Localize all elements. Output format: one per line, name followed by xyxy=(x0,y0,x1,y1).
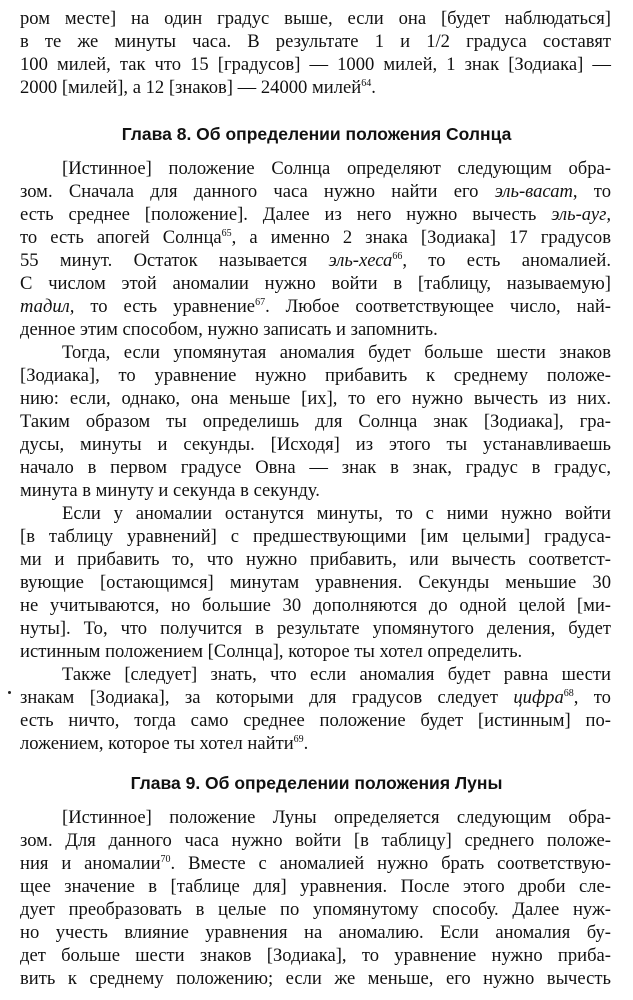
text-line: Если у аномалии останутся минуты, то с ними нужно войти xyxy=(62,503,611,524)
text-line: С числом этой аномалии нужно войти в [таблицу, называемую] xyxy=(20,273,611,294)
text-line: есть ничто, тогда само среднее положение будет [истинным] по- xyxy=(20,710,611,731)
footnote-ref: 64 xyxy=(361,78,372,89)
text-line: зом. Сначала для данного часа нужно найти его эль-васат, то xyxy=(20,181,611,202)
text-line: [Зодиака], то уравнение нужно прибавить к среднему положе- xyxy=(20,365,611,386)
text-line: ми и прибавить то, что нужно прибавить, или вычесть соответст- xyxy=(20,549,611,570)
text-line: ния и аномалии$^{70}$. Вместе с аномалией нужно брать соответствую- xyxy=(20,853,611,874)
text-line: истинным положением [Солнца], которое ты хотел определить. xyxy=(20,641,523,662)
print-speck xyxy=(8,691,11,694)
text-line: начало в первом градусе Овна — знак в знак, градус в градус, xyxy=(20,457,611,478)
text-line: то есть апогей Солнца$^{65}$, а именно 2 знака [Зодиака] 17 градусов xyxy=(20,227,611,248)
chapter-9-title: Глава 9. Об определении положения Луны xyxy=(130,773,503,793)
text-line: денное этим способом, нужно записать и запомнить. xyxy=(20,319,438,340)
text-line: минута в минуту и секунда в секунду. xyxy=(20,480,320,501)
footnote-ref: 68 xyxy=(563,688,574,699)
text-line: в те же минуты часа. В результате 1 и 1/2 градуса составят xyxy=(20,31,611,52)
text-line: 100 милей, так что 15 [градусов] — 1000 милей, 1 знак [Зодиака] — xyxy=(20,54,611,75)
footnote-ref: 70 xyxy=(160,854,171,865)
text-line: 55 минут. Остаток называется эль-хеса$^{66}$, то есть аномалией. xyxy=(20,250,611,271)
text-line: зом. Для данного часа нужно войти [в таблицу] среднего положе- xyxy=(20,830,611,851)
text-line: [в таблицу уравнений] с предшествующими [им целыми] градуса- xyxy=(20,526,611,547)
text-line: дусы, минуты и секунды. [Исходя] из этого ты устанавливаешь xyxy=(20,434,611,455)
text-line: Таким образом ты определишь для Солнца знак [Зодиака], гра- xyxy=(20,411,611,432)
text-line: Тогда, если упомянутая аномалия будет больше шести знаков xyxy=(62,342,611,363)
text-line: знакам [Зодиака], за которыми для градусов следует цифра$^{68}$, то xyxy=(20,687,611,708)
text-line: нуты]. То, что получится в результате упомянутого деления, будет xyxy=(20,618,611,639)
footnote-ref: 67 xyxy=(255,297,266,308)
text-line: ложением, которое ты хотел найти$^{69}$. xyxy=(20,733,309,754)
text-line: Также [следует] знать, что если аномалия будет равна шести xyxy=(62,664,611,685)
text-line: вить к среднему положению; если же меньше, его нужно вычесть xyxy=(20,968,611,989)
text-line: щее значение в [таблице для] уравнения. После этого дроби сле- xyxy=(20,876,611,897)
text-line: дует преобразовать в целые по упомянутому способу. Далее нуж- xyxy=(20,899,611,920)
text-line: есть среднее [положение]. Далее из него нужно вычесть эль-ауг, xyxy=(20,204,611,225)
footnote-ref: 69 xyxy=(293,734,304,745)
text-line: нию: если, однако, она меньше [их], то его нужно вычесть из них. xyxy=(20,388,611,409)
text-line: [Истинное] положение Луны определяется следующим обра- xyxy=(62,807,611,828)
text-line: не учитываются, но большие 30 дополняются до одной целой [ми- xyxy=(20,595,611,616)
text-line: дет больше шести знаков [Зодиака], то уравнение нужно приба- xyxy=(20,945,611,966)
text-line: ром месте] на один градус выше, если она [будет наблюдаться] xyxy=(20,8,611,29)
footnote-ref: 65 xyxy=(221,228,232,239)
chapter-8-title: Глава 8. Об определении положения Солнца xyxy=(121,124,512,144)
text-line: тадил, то есть уравнение$^{67}$. Любое соответствующее число, най- xyxy=(20,296,611,317)
text-line: но учесть влияние уравнения на аномалию. Если аномалия бу- xyxy=(20,922,611,943)
text-line: 2000 [милей], а 12 [знаков] — 24000 милей$^{64}$. xyxy=(20,77,376,98)
text-line: вующие [остающимся] минутам уравнения. Секунды меньшие 30 xyxy=(20,572,611,593)
footnote-ref: 66 xyxy=(392,251,403,262)
text-line: [Истинное] положение Солнца определяют следующим обра- xyxy=(62,158,611,179)
